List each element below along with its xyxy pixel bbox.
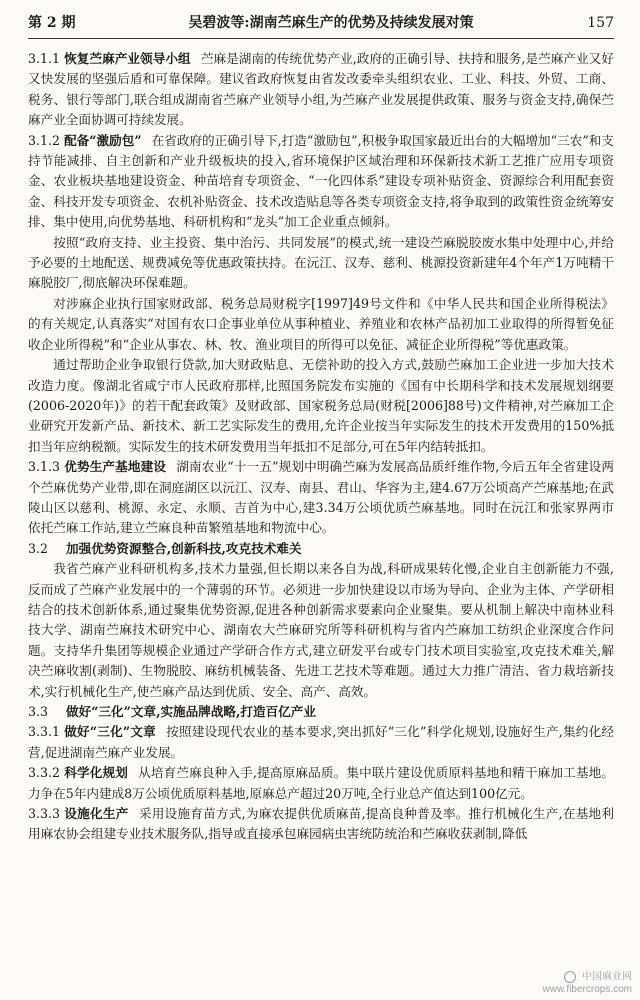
section-3-3-3 xyxy=(28,804,614,845)
section-text: 从培育苎麻良种入手,提高原麻品质。集中联片建设优质原料基地和精干麻加工基地。力争在5年内建成8万公顷优质原料基地,原麻总产超过20万吨,全行业总产值达到100亿元。 xyxy=(28,765,614,801)
issue-number: 第 2 期 xyxy=(28,15,76,31)
section-heading: 科学化规划 xyxy=(64,765,128,781)
section-3-2 xyxy=(28,539,614,559)
section-heading: 配备“激励包” xyxy=(64,132,142,148)
section-3-3-1 xyxy=(28,722,614,763)
section-text: 湖南农业“十一五”规划中明确苎麻为发展高品质纤维作物,今后五年全省建设两个苎麻优势产业带,即在洞庭湖区以沅江、汉寿、南县、君山、华容为主,建4.67万公顷高产苎麻基地;在武陵山区以慈利、桃源、永定、永顺、吉首为中心,建3.34万公顷优质苎麻基地。同时在沅江和张家界两市依托苎麻工作站,建立苎麻良种苗繁殖基地和物流中心。 xyxy=(28,459,614,536)
section-number: 3.1.2 xyxy=(28,132,61,148)
section-number: 3.3.2 xyxy=(28,765,61,781)
article-body xyxy=(28,49,614,845)
section-heading: 恢复苎麻产业领导小组 xyxy=(64,51,191,66)
running-head xyxy=(28,8,614,39)
section-number: 3.1.1 xyxy=(28,51,61,66)
section-heading: 做好“三化”文章 xyxy=(64,724,156,740)
section-text: 按照建设现代农业的基本要求,突出抓好“三化”科学化规划,设施好生产,集约化经营,促进湖南苎麻产业发展。 xyxy=(28,724,614,760)
section-number: 3.2 xyxy=(28,540,49,556)
section-heading: 优势生产基地建设 xyxy=(64,459,167,475)
section-text: 在省政府的正确引导下,打造“激励包”,积极争取国家最近出台的大幅增加“三农”和支持节能减排、自主创新和产业升级板块的投入,省环境保护区域治理和环保新技术新工艺推广应用专项资金、农业板块基地建设资金、种苗培育专项资金、“一化四体系”建设专项补贴资金、资源综合利用配套资金、科技开发专项资金、农机补贴资金、技术改造贴息等各类专项资金支持,将争取到的政策性资金统筹安排、集中使用,向优势基地、科研机构和“龙头”加工企业重点倾斜。 xyxy=(28,132,614,230)
section-3-1-2 xyxy=(28,131,614,233)
section-3-1-1 xyxy=(28,49,614,131)
section-number: 3.3.3 xyxy=(28,806,61,822)
section-number: 3.1.3 xyxy=(28,459,61,475)
paragraph: 对涉麻企业执行国家财政部、税务总局财税字[1997]49号文件和《中华人民共和国企业所得税法》的有关规定,认真落实“对国有农口企事业单位从事种植业、养殖业和农林产品初加工业取得的所得暂免征收企业所得税”和“企业从事农、林、牧、渔业项目的所得可以免征、减征企业所得税”等优惠政策。 xyxy=(28,295,614,352)
section-number: 3.3 xyxy=(28,704,49,719)
section-heading: 设施化生产 xyxy=(64,806,129,822)
section-3-3 xyxy=(28,702,614,722)
section-number: 3.3.1 xyxy=(28,724,61,740)
section-heading: 加强优势资源整合,创新科技,攻克技术难关 xyxy=(66,540,302,556)
page-number: 157 xyxy=(587,15,614,31)
paragraph: 按照“政府支持、业主投资、集中治污、共同发展”的模式,统一建设苎麻脱胶废水集中处理中心,并给予必要的土地配送、规费减免等优惠政策扶持。在沅江、汉寿、慈利、桃源投资新建年4个年产1万吨精干麻脱胶厂,彻底解决环保难题。 xyxy=(28,234,614,291)
section-text: 采用设施育苗方式,为麻农提供优质麻苗,提高良种普及率。推行机械化生产,在基地利用麻农协会组建专业技术服务队,指导或直接承包麻园病虫害统防统治和苎麻收获剥制,降低 xyxy=(28,806,614,842)
section-heading: 做好“三化”文章,实施品牌战略,打造百亿产业 xyxy=(66,704,316,719)
section-3-3-2 xyxy=(28,763,614,804)
article-title: 吴碧波等:湖南苎麻生产的优势及持续发展对策 xyxy=(188,15,474,31)
section-3-1-3 xyxy=(28,457,614,539)
watermark-url: www.fibercrops.com xyxy=(542,984,632,995)
paragraph: 通过帮助企业争取银行贷款,加大财政贴息、无偿补助的投入方式,鼓励苎麻加工企业进一步加大技术改造力度。像湖北省咸宁市人民政府那样,比照国务院发布实施的《国有中长期科学和技术发展规划纲要(2006-2020年)》的若干配套政策》及财政部、国家税务总局(财税[2006]88号)文件精神,对苎麻加工企业研究开发新产品、新技术、新工艺实际发生的费用,允许企业按当年实际发生的技术开发费用的150%抵扣当年应纳税额。实际发生的技术研发费用当年抵扣不足部分,可在5年内结转抵扣。 xyxy=(28,357,614,454)
paragraph: 我省苎麻产业科研机构多,技术力量强,但长期以来各自为战,科研成果转化慢,企业自主创新能力不强,反而成了苎麻产业发展中的一个薄弱的环节。必须进一步加快建设以市场为导向、企业为主体、产学研相结合的技术创新体系,通过聚集优势资源,促进各种创新需求要素向企业聚集。要从机制上解决中南林业科技大学、湖南苎麻技术研究中心、湖南农大苎麻研究所等科研机构与省内苎麻加工纺织企业深度合作问题。支持华升集团等规模企业通过产学研合作方式,建立研发平台或专门技术项目实验室,攻克技术难关,解决苎麻收割(剥制)、生物脱胶、麻纺机械装备、先进工艺技术等难题。通过大力推广清洁、省力栽培新技术,实行机械化生产,使苎麻产品达到优质、安全、高产、高效。 xyxy=(28,561,614,699)
watermark-name: 中国麻业网 xyxy=(582,972,632,983)
watermark-logo-icon xyxy=(564,971,576,983)
watermark xyxy=(543,971,632,996)
section-text: 苎麻是湖南的传统优势产业,政府的正确引导、扶持和服务,是苎麻产业又好又快发展的坚强后盾和可靠保障。建议省政府恢复由省发改委牵头组织农业、工业、科技、外贸、工商、税务、银行等部门,联合组成湖南省苎麻产业领导小组,为苎麻产业发展提供政策、服务与资金支持,确保苎麻产业全面协调可持续发展。 xyxy=(28,51,614,128)
